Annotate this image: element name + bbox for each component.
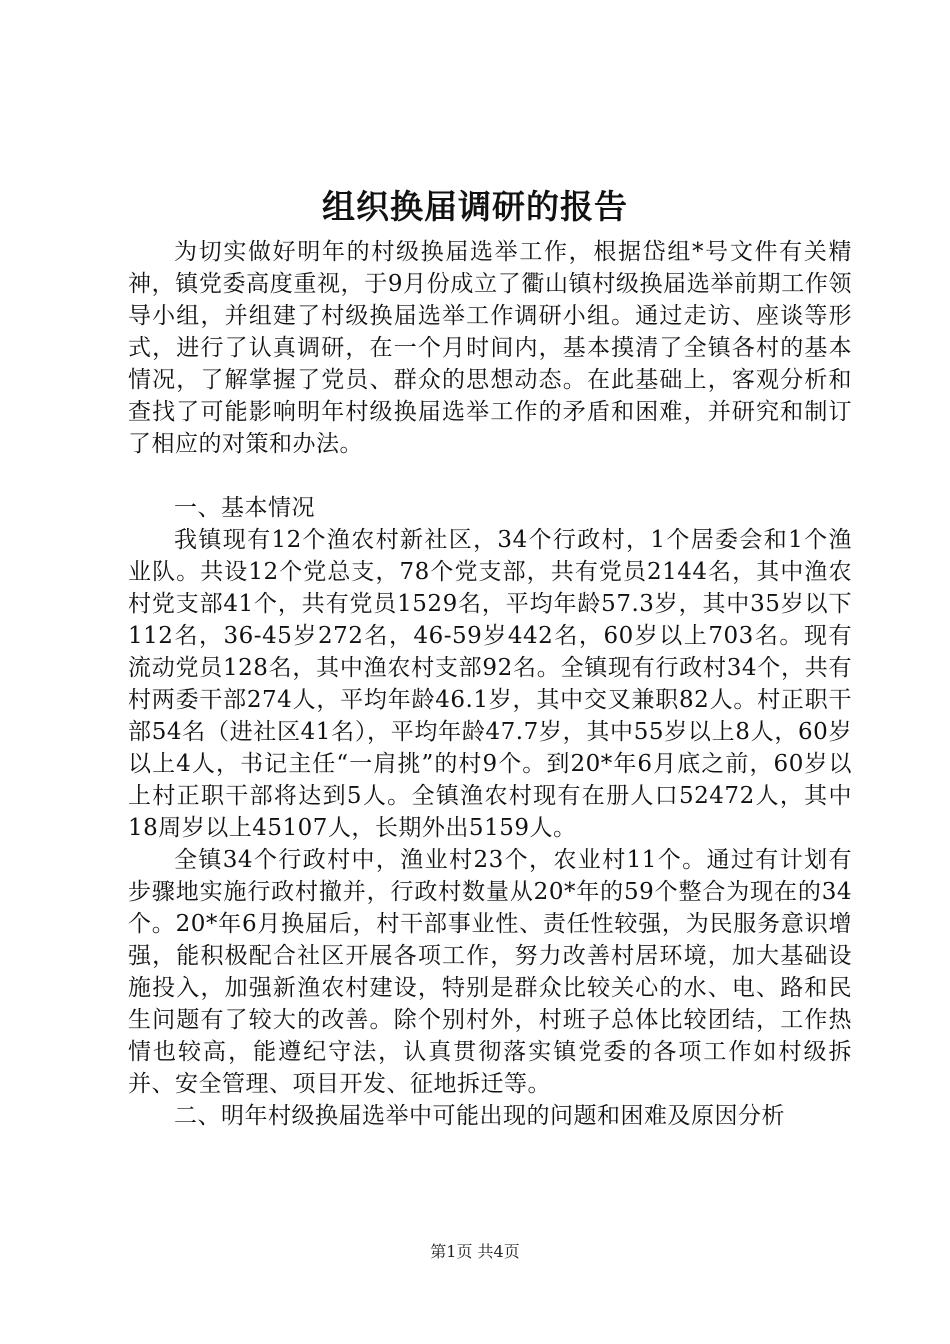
document-body <box>128 236 852 1132</box>
document-title: 组织换届调研的报告 <box>322 187 628 226</box>
intro-paragraph: 为切实做好明年的村级换届选举工作，根据岱组*号文件有关精神，镇党委高度重视，于9月份成立了衢山镇村级换届选举前期工作领导小组，并组建了村级换届选举工作调研小组。通过走访、座谈等形式，进行了认真调研，在一个月时间内，基本摸清了全镇各村的基本情况，了解掌握了党员、群众的思想动态。在此基础上，客观分析和查找了可能影响明年村级换届选举工作的矛盾和困难，并研究和制订了相应的对策和办法。 <box>128 239 852 457</box>
section-heading-basic-situation: 一、基本情况 <box>174 495 315 521</box>
basic-situation-paragraph-1: 我镇现有12个渔农村新社区，34个行政村，1个居委会和1个渔业队。共设12个党总支，78个党支部，共有党员2144名，其中渔农村党支部41个，共有党员1529名，平均年龄57.3岁，其中35岁以下112名，36-45岁272名，46-59岁442名，60岁以上703名。现有流动党员128名，其中渔农村支部92名。全镇现有行政村34个，共有村两委干部274人，平均年龄46.1岁，其中交叉兼职82人。村正职干部54名（进社区41名），平均年龄47.7岁，其中55岁以上8人，60岁以上4人，书记主任“一肩挑”的村9个。到20*年6月底之前，60岁以上村正职干部将达到5人。全镇渔农村现有在册人口52472人，其中18周岁以上45107人，长期外出5159人。 <box>128 527 852 841</box>
section-heading-problems: 二、明年村级换届选举中可能出现的问题和困难及原因分析 <box>174 1103 785 1129</box>
basic-situation-paragraph-2: 全镇34个行政村中，渔业村23个，农业村11个。通过有计划有步骤地实施行政村撤并，行政村数量从20*年的59个整合为现在的34个。20*年6月换届后，村干部事业性、责任性较强，为民服务意识增强，能积极配合社区开展各项工作，努力改善村居环境，加大基础设施投入，加强新渔农村建设，特别是群众比较关心的水、电、路和民生问题有了较大的改善。除个别村外，村班子总体比较团结，工作热情也较高，能遵纪守法，认真贯彻落实镇党委的各项工作如村级拆并、安全管理、项目开发、征地拆迁等。 <box>128 847 852 1097</box>
page-footer: 第1页 共4页 <box>430 1242 520 1261</box>
